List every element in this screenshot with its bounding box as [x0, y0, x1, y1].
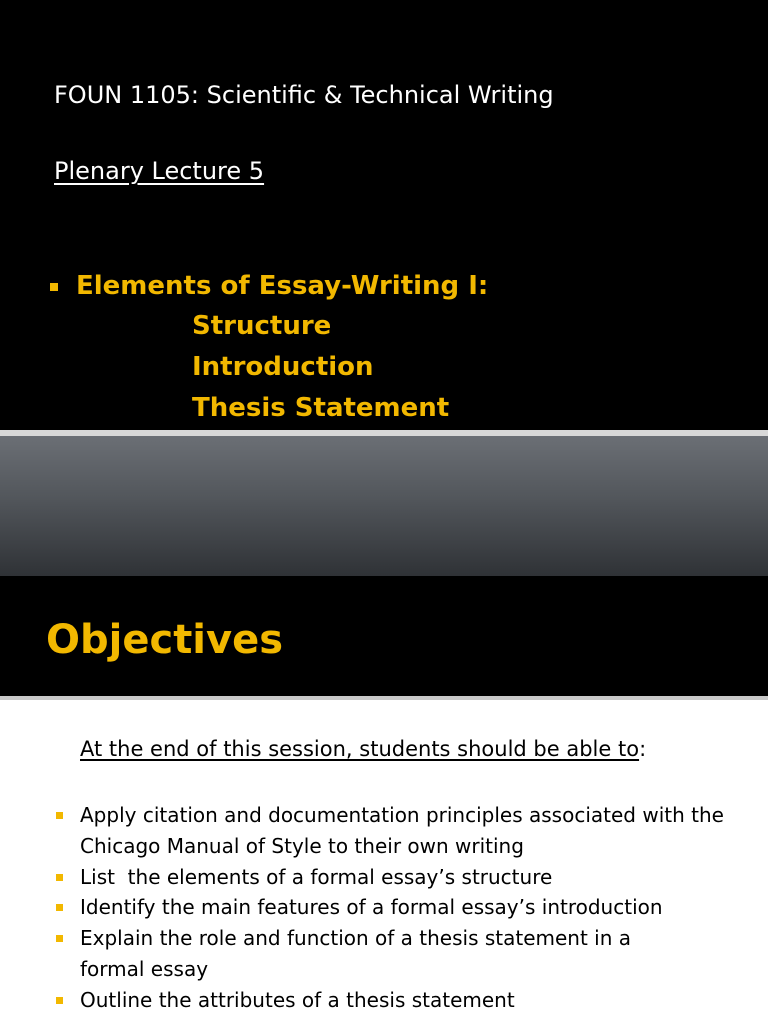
course-title: FOUN 1105: Scientific & Technical Writing — [54, 81, 554, 109]
elements-subitem-thesis: Thesis Statement — [192, 393, 450, 423]
objective-text: List the elements of a formal essay’s structure — [80, 865, 553, 889]
objectives-title: Objectives — [46, 617, 284, 663]
elements-heading: Elements of Essay-Writing I: — [76, 271, 489, 301]
bullet-square-icon — [56, 812, 63, 819]
bullet-square-icon — [56, 904, 63, 911]
slide-gradient-band — [0, 436, 768, 576]
elements-subitem-introduction: Introduction — [192, 352, 374, 382]
header-rule — [0, 696, 768, 700]
bullet-square-icon — [56, 874, 63, 881]
objective-text: Outline the attributes of a thesis statement — [80, 988, 515, 1012]
objectives-intro-text: At the end of this session, students should be able to — [80, 737, 640, 761]
bullet-square-icon — [50, 283, 58, 291]
bullet-square-icon — [56, 935, 63, 942]
lecture-title: Plenary Lecture 5 — [54, 157, 265, 185]
title-slide — [0, 0, 768, 430]
objective-text: Apply citation and documentation principles associated with the Chicago Manual of Style to their own writing — [80, 803, 724, 858]
objective-text: Explain the role and function of a thesis statement in a formal essay — [80, 926, 632, 981]
objectives-intro — [80, 734, 646, 764]
objective-text: Identify the main features of a formal essay’s introduction — [80, 895, 663, 919]
bullet-square-icon — [56, 997, 63, 1004]
elements-subitem-structure: Structure — [192, 311, 332, 341]
objectives-intro-colon: : — [639, 737, 647, 761]
